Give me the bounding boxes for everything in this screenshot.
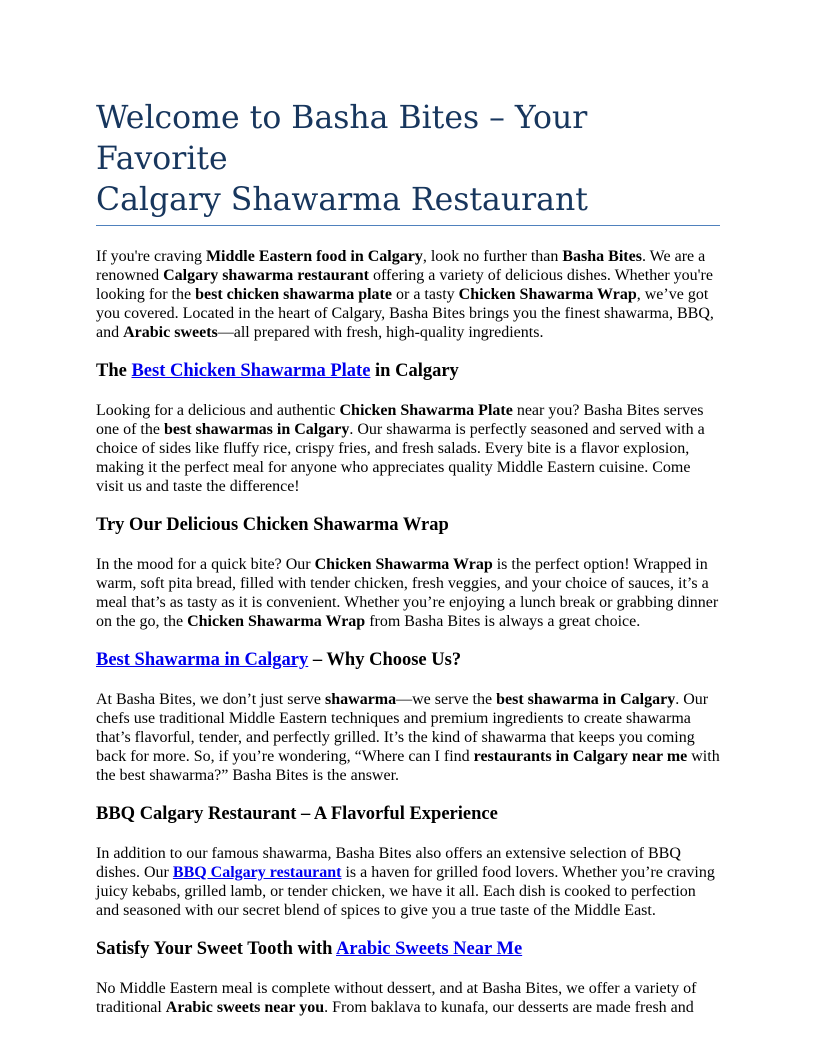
bold-phrase: restaurants in Calgary near me (473, 748, 688, 765)
text-run: in Calgary (370, 361, 459, 381)
text-run: , look no further than (422, 248, 563, 265)
text-run: The (96, 361, 132, 381)
section-body-why-choose-us (96, 690, 720, 785)
text-run: —all prepared with fresh, high-quality ingredients. (217, 324, 544, 341)
section-heading-bbq (96, 803, 720, 825)
text-run: No Middle Eastern meal is complete without dessert, and at Basha Bites, we offer a variety of traditional (96, 980, 697, 1016)
text-run: Satisfy Your Sweet Tooth with (96, 939, 337, 959)
bold-phrase: Arabic sweets (123, 324, 218, 341)
section-heading-sweets (96, 938, 720, 960)
text-run: At Basha Bites, we don’t just serve (96, 691, 326, 708)
text-run: Looking for a delicious and authentic (96, 402, 340, 419)
text-run: with the best shawarma?” Basha Bites is the answer. (96, 748, 720, 784)
bold-phrase: best shawarmas in Calgary (163, 421, 350, 438)
inline-link[interactable]: BBQ Calgary restaurant (172, 864, 342, 881)
section-body-sweets (96, 979, 720, 1017)
text-run: . We are a renowned (96, 248, 706, 284)
bold-phrase: Middle Eastern food in Calgary (205, 248, 423, 265)
bold-phrase: Arabic sweets near you (165, 999, 325, 1016)
bold-phrase: Chicken Shawarma Wrap (187, 613, 366, 630)
section-heading-plate (96, 360, 720, 382)
page-title-line-2: Calgary Shawarma Restaurant (96, 182, 588, 218)
text-run: or a tasty (391, 286, 459, 303)
bold-phrase: Calgary shawarma restaurant (163, 267, 369, 284)
text-run: from Basha Bites is always a great choice. (365, 613, 641, 630)
bold-phrase: best chicken shawarma plate (195, 286, 392, 303)
inline-link[interactable]: Best Chicken Shawarma Plate (131, 361, 371, 381)
bold-phrase: shawarma (325, 691, 397, 708)
page-title (96, 0, 720, 221)
bold-phrase: Basha Bites (562, 248, 642, 265)
section-heading-why-choose-us (96, 649, 720, 671)
text-run: – Why Choose Us? (308, 650, 462, 670)
section-heading-wrap (96, 514, 720, 536)
text-run: . Our shawarma is perfectly seasoned and served with a choice of sides like fluffy rice, crispy fries, and fresh salads. Every bite is a flavor explosion, making it the perfect meal for anyone who appreciates quality Middle Eastern cuisine. Come visit us and taste the difference! (96, 421, 705, 495)
page-title-line-1: Welcome to Basha Bites – Your Favorite (96, 100, 588, 177)
inline-link[interactable]: Arabic Sweets Near Me (336, 939, 523, 959)
bold-phrase: best shawarma in Calgary (496, 691, 676, 708)
text-run: If you're craving (96, 248, 206, 265)
section-body-plate (96, 401, 720, 496)
bold-phrase: Chicken Shawarma Wrap (314, 556, 493, 573)
text-run: —we serve the (396, 691, 497, 708)
section-body-bbq (96, 844, 720, 920)
title-underline (96, 225, 720, 226)
inline-link[interactable]: Best Shawarma in Calgary (96, 650, 309, 670)
text-run: BBQ Calgary Restaurant – A Flavorful Experience (96, 804, 498, 824)
bold-phrase: Chicken Shawarma Plate (339, 402, 513, 419)
text-run: is a haven for grilled food lovers. Whether you’re craving juicy kebabs, grilled lamb, or tender chicken, we have it all. Each dish is cooked to perfection and seasoned with our secret blend of spices to give you a true taste of the Middle East. (96, 864, 715, 919)
text-run: In addition to our famous shawarma, Basha Bites also offers an extensive selection of BBQ dishes. Our (96, 845, 681, 881)
text-run: , we’ve got you covered. Located in the heart of Calgary, Basha Bites brings you the finest shawarma, BBQ, and (96, 286, 714, 341)
intro-paragraph (96, 247, 720, 342)
text-run: near you? Basha Bites serves one of the (96, 402, 704, 438)
bold-phrase: Chicken Shawarma Wrap (458, 286, 637, 303)
text-run: Try Our Delicious Chicken Shawarma Wrap (96, 515, 449, 535)
text-run: . Our chefs use traditional Middle Eastern techniques and premium ingredients to create shawarma that’s flavorful, tender, and perfectly grilled. It’s the kind of shawarma that keeps you coming back for more. So, if you’re wondering, “Where can I find (96, 691, 709, 765)
text-run: In the mood for a quick bite? Our (96, 556, 315, 573)
section-body-wrap (96, 555, 720, 631)
document-page (96, 0, 720, 1017)
text-run: . From baklava to kunafa, our desserts are made fresh and (324, 999, 694, 1016)
text-run: offering a variety of delicious dishes. Whether you're looking for the (96, 267, 713, 303)
text-run: is the perfect option! Wrapped in warm, soft pita bread, filled with tender chicken, fresh veggies, and your choice of sauces, it’s a meal that’s as tasty as it is convenient. Whether you’re enjoying a lunch break or grabbing dinner on the go, the (96, 556, 719, 630)
